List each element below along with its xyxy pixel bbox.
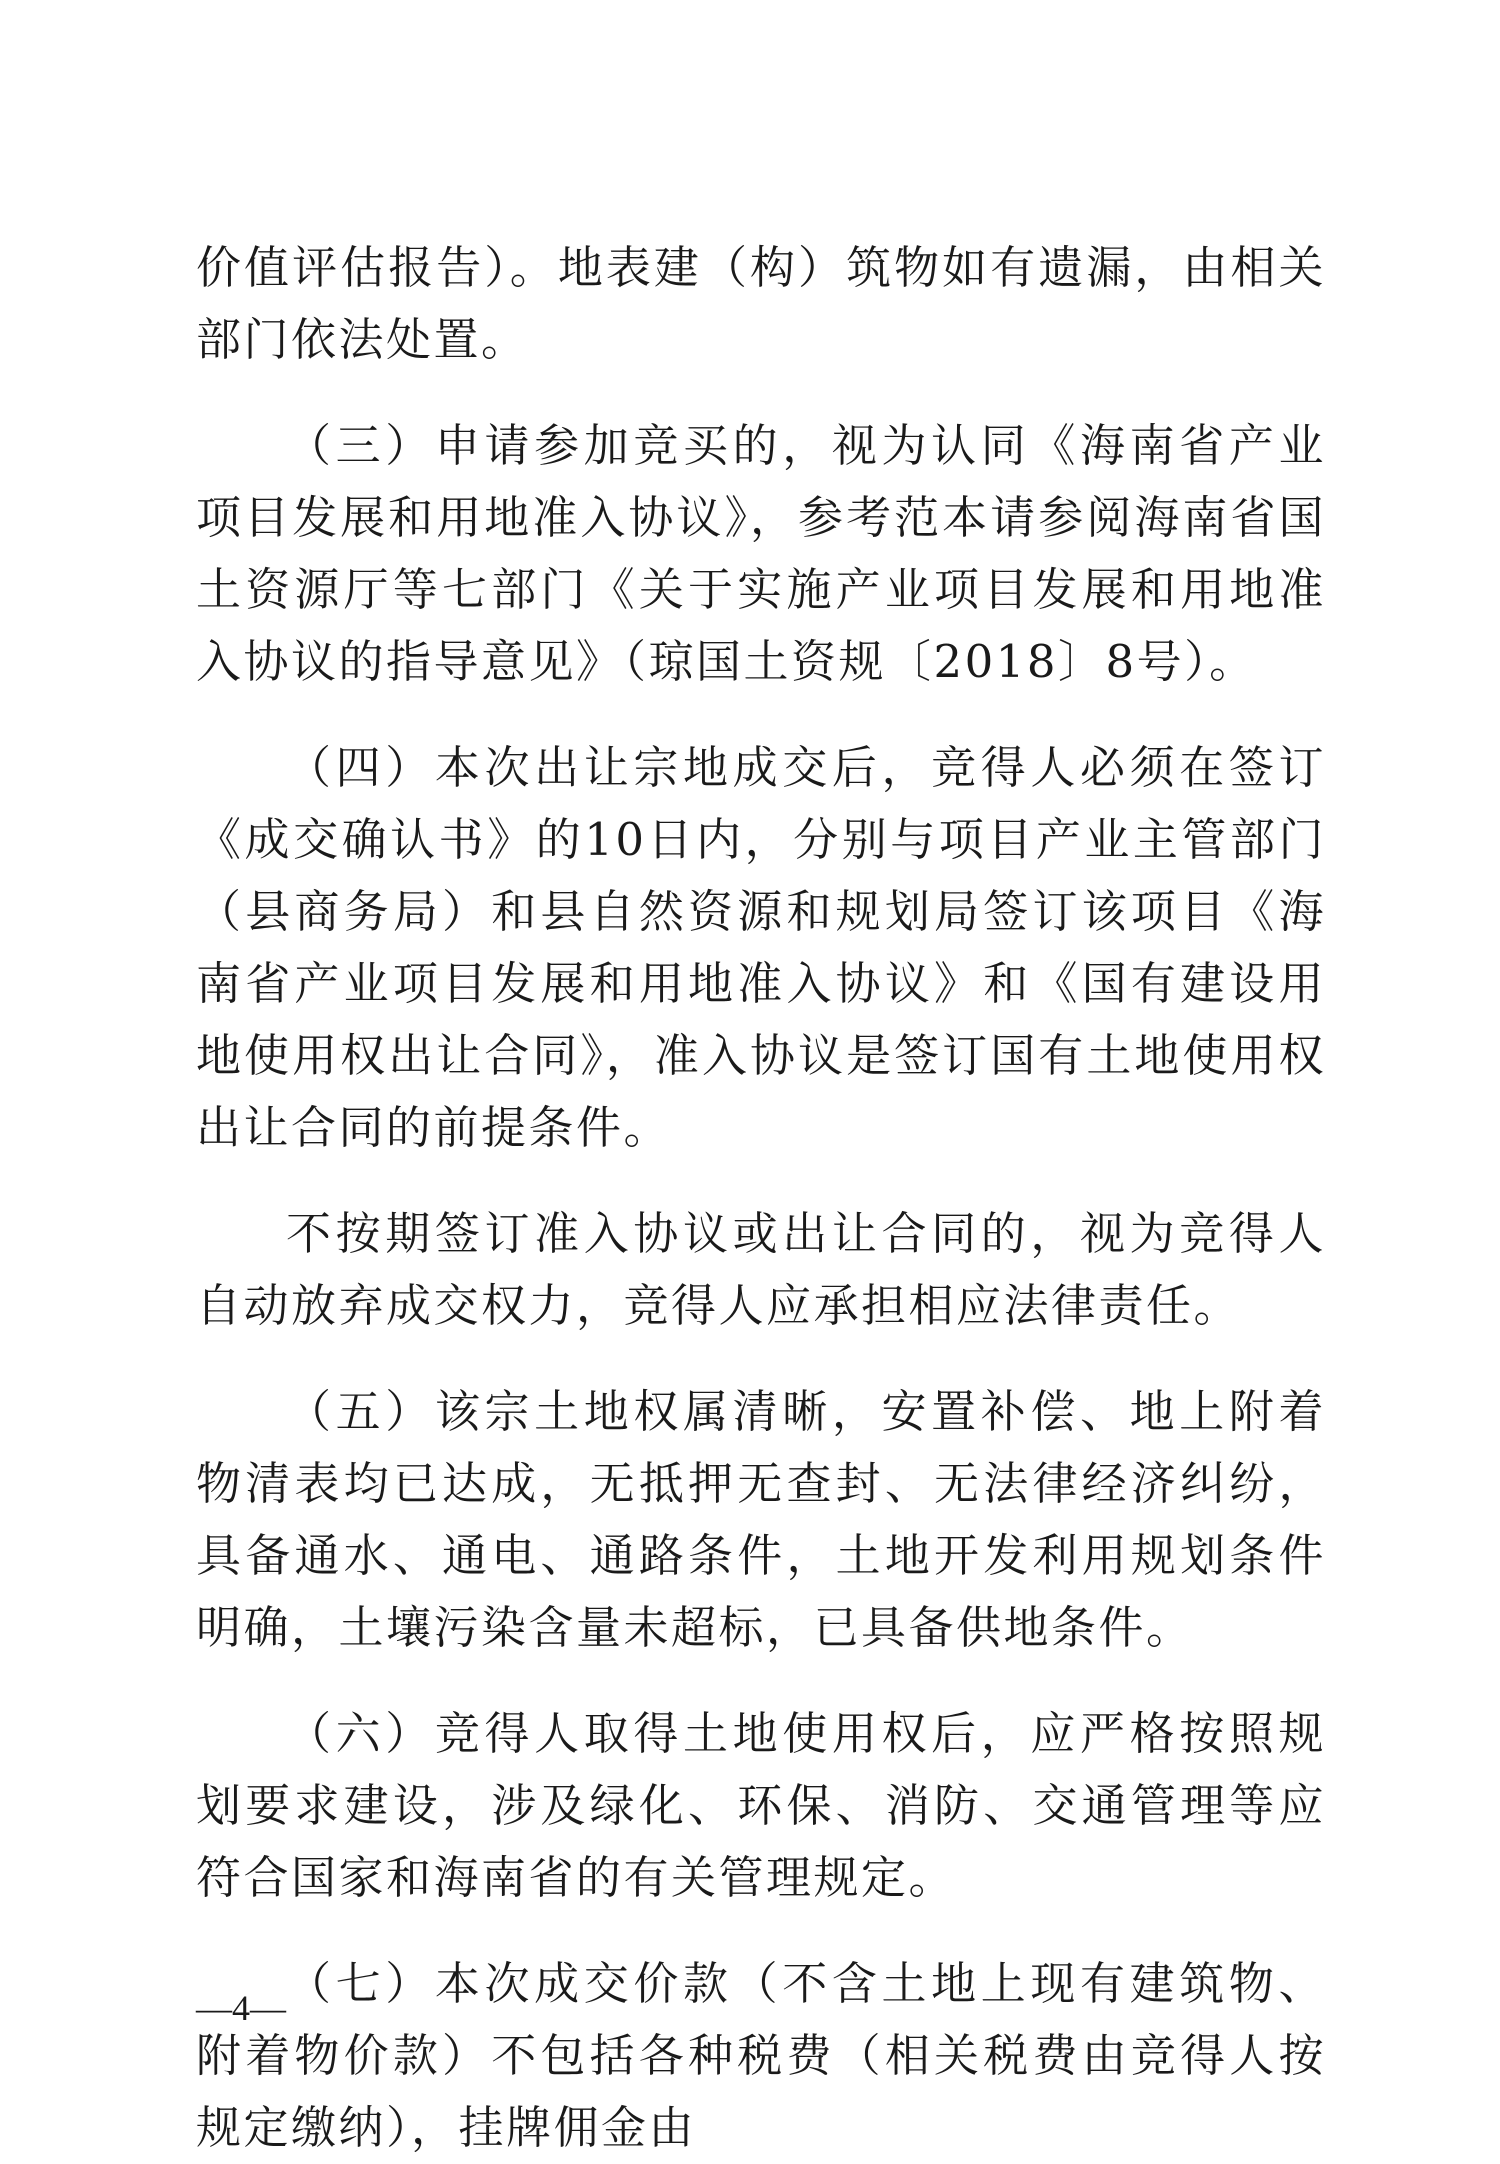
page-number: —4—	[196, 1988, 286, 2028]
paragraph-item-4-note: 不按期签订准入协议或出让合同的，视为竞得人自动放弃成交权力，竞得人应承担相应法律责任。	[196, 1207, 1326, 1332]
paragraph-item-7: （七）本次成交价款（不含土地上现有建筑物、附着物价款）不包括各种税费（相关税费由竞得人按规定缴纳），挂牌佣金由	[196, 1957, 1326, 2154]
paragraph-item-4: （四）本次出让宗地成交后，竞得人必须在签订《成交确认书》的10日内，分别与项目产业主管部门（县商务局）和县自然资源和规划局签订该项目《海南省产业项目发展和用地准入协议》和《国有建设用地使用权出让合同》，准入协议是签订国有土地使用权出让合同的前提条件。	[196, 741, 1326, 1154]
paragraph-item-5: （五）该宗土地权属清晰，安置补偿、地上附着物清表均已达成，无抵押无查封、无法律经济纠纷，具备通水、通电、通路条件，土地开发利用规划条件明确，土壤污染含量未超标，已具备供地条件。	[196, 1385, 1326, 1654]
paragraph-item-6: （六）竞得人取得土地使用权后，应严格按照规划要求建设，涉及绿化、环保、消防、交通管理等应符合国家和海南省的有关管理规定。	[196, 1707, 1326, 1904]
document-body	[196, 232, 1326, 2164]
paragraph-item-3: （三）申请参加竞买的，视为认同《海南省产业项目发展和用地准入协议》，参考范本请参阅海南省国土资源厅等七部门《关于实施产业项目发展和用地准入协议的指导意见》（琼国土资规〔2018〕8号）。	[196, 419, 1326, 688]
paragraph-continuation: 价值评估报告）。地表建（构）筑物如有遗漏，由相关部门依法处置。	[196, 241, 1326, 366]
